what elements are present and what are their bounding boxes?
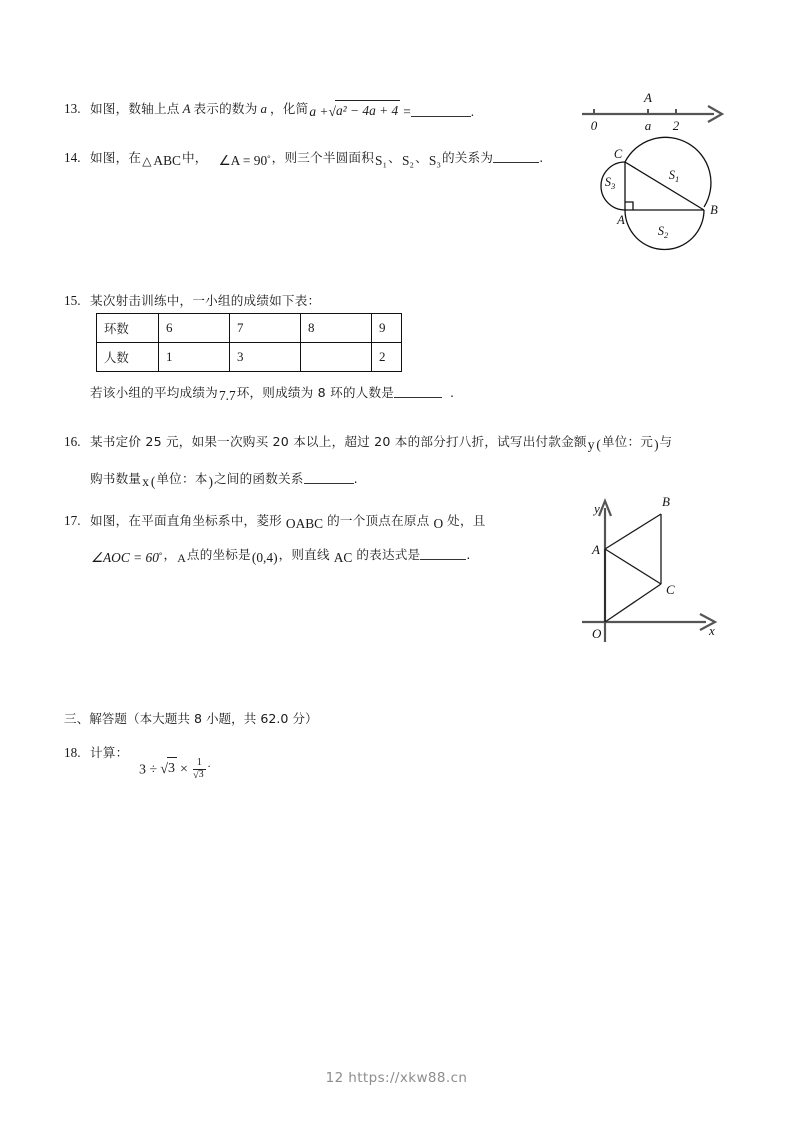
semicircle-vertex-B: B — [710, 203, 718, 217]
radical-sign: √ — [192, 769, 199, 781]
q18-period: . — [207, 756, 211, 771]
q16-unit-x-close: ) — [208, 474, 214, 489]
question-17-line-1 — [64, 511, 486, 531]
axis-label-y: y — [594, 501, 600, 516]
q14-area-s2: S₂ — [401, 153, 415, 168]
question-16-number: 16. — [64, 434, 81, 449]
question-13-text-mid: 表示的数为 — [193, 101, 258, 116]
q17-answer-blank[interactable] — [420, 548, 466, 560]
question-14 — [64, 148, 543, 168]
question-16-line-2 — [90, 469, 358, 489]
semicircle-vertex-A: A — [617, 213, 625, 227]
q16-line1-text: 某书定价 25 元，如果一次购买 20 本以上，超过 20 本的部分打八折，试写出付款金额 — [90, 434, 587, 449]
table-cell-ring-3: 9 — [372, 314, 402, 343]
question-13 — [64, 98, 475, 120]
q17-angle-text: ∠AOC = 60 — [91, 550, 159, 565]
q18-expr-lead: 3 ÷ — [139, 762, 158, 778]
number-line-tick-2: 2 — [672, 118, 680, 133]
semicircle-area-S1: $S_1$ — [668, 168, 680, 184]
table-cell-count-3: 2 — [372, 343, 402, 372]
table-row-label-rings: 环数 — [97, 314, 159, 343]
q18-radical-1 — [160, 758, 177, 780]
q18-expression — [139, 758, 211, 782]
question-14-text-3: ，则三个半圆面积 — [271, 150, 375, 165]
q16-unit-y-close: ) — [654, 437, 659, 452]
q14-area-s3: S₃ — [428, 153, 441, 168]
q13-equals: = — [403, 104, 411, 119]
q14-area-s1: S₁ — [375, 153, 388, 168]
q14-period: . — [539, 150, 544, 165]
table-cell-count-1: 3 — [230, 343, 301, 372]
q17-line1-c: 处，且 — [447, 513, 486, 528]
question-17-line-2 — [90, 545, 471, 565]
q14-degree: ° — [267, 153, 271, 164]
q17-line2-d: 的表达式是 — [356, 547, 421, 562]
q15-answer-blank[interactable] — [394, 386, 442, 398]
question-13-expression — [309, 101, 474, 123]
q18-frac-denominator — [193, 769, 206, 782]
q13-radicand: a² − 4a + 4 — [335, 100, 400, 121]
q16-variable-x: x — [142, 474, 149, 489]
question-18-number: 18. — [64, 745, 81, 760]
question-14-number: 14. — [64, 150, 81, 165]
q14-angle-expression — [219, 151, 271, 171]
q14-comma-2: 、 — [415, 150, 428, 165]
q17-period: . — [466, 547, 471, 562]
question-15-followup — [90, 383, 454, 403]
q16-unit-x: 单位：本 — [156, 471, 208, 486]
question-14-text-1: 如图，在 — [90, 150, 142, 165]
q14-triangle-name: ABC — [153, 153, 181, 168]
q18-radicand-2: 3 — [198, 768, 204, 780]
q15-text-2b: 环，则成绩为 8 环的人数是 — [236, 385, 395, 400]
q14-answer-blank[interactable] — [493, 151, 539, 163]
q16-unit-y: 单位：元 — [601, 434, 654, 449]
q17-angle-expression — [91, 548, 162, 568]
q17-degree: ° — [158, 550, 163, 561]
question-14-text-2: 中， — [181, 150, 208, 165]
section-heading: 三、解答题（本大题共 8 小题，共 62.0 分） — [64, 711, 318, 726]
question-14-text-4: 的关系为 — [442, 150, 494, 165]
q16-period: . — [353, 471, 358, 486]
radical-sign: √ — [328, 104, 336, 119]
table-cell-ring-2: 8 — [301, 314, 372, 343]
q16-unit-x-open: ( — [150, 474, 156, 489]
number-line-point-A: A — [644, 90, 652, 105]
q14-comma-1: 、 — [388, 150, 401, 165]
number-line-tick-a: a — [644, 118, 652, 133]
q18-fraction — [193, 758, 206, 782]
radical-sign: √ — [160, 761, 169, 778]
q17-line1-a: 如图，在平面直角坐标系中，菱形 — [90, 513, 282, 528]
question-15 — [64, 291, 320, 311]
table-row-label-counts: 人数 — [97, 343, 159, 372]
q14-triangle-symbol: △ — [142, 154, 152, 168]
question-18 — [64, 743, 128, 763]
q17-line2-c: ，则直线 — [278, 547, 330, 562]
table-row-counts — [97, 343, 402, 372]
table-cell-count-2 — [301, 343, 372, 372]
q16-line1-end: 与 — [659, 434, 673, 449]
figure-rhombus — [578, 492, 734, 647]
q17-point-label: A — [177, 551, 186, 565]
question-18-expression — [138, 755, 212, 779]
q13-answer-blank[interactable] — [411, 105, 471, 117]
table-cell-ring-1: 7 — [230, 314, 301, 343]
table-cell-count-0: 1 — [159, 343, 230, 372]
table-cell-ring-0: 6 — [159, 314, 230, 343]
q17-origin-label: O — [433, 516, 444, 531]
q18-prompt: 计算： — [90, 745, 129, 760]
question-15-text-1: 某次射击训练中，一小组的成绩如下表： — [90, 293, 321, 308]
question-13-number: 13. — [64, 101, 81, 116]
q16-variable-y: y — [587, 437, 595, 452]
figure-semicircles — [592, 141, 732, 253]
question-13-text-after: ，化简 — [269, 101, 309, 116]
rhombus-vertex-B: B — [662, 494, 670, 509]
question-13-variable-a: a — [260, 101, 267, 116]
semicircle-vertex-C: C — [613, 147, 623, 161]
q17-rhombus-name: OABC — [285, 516, 324, 531]
question-13-text-before: 如图，数轴上点 — [90, 101, 180, 116]
q13-period: . — [470, 104, 475, 119]
q17-line-name: AC — [333, 550, 353, 565]
question-17-number: 17. — [64, 513, 81, 528]
q18-radicand-1: 3 — [167, 757, 177, 779]
q14-angle-text: ∠A = 90 — [218, 153, 268, 168]
q13-expr-lead: a + — [309, 104, 329, 119]
rhombus-vertex-C: C — [666, 582, 675, 597]
table-row-rings — [97, 314, 402, 343]
question-15-number: 15. — [64, 293, 81, 308]
q16-line2-end: 之间的函数关系 — [214, 471, 304, 486]
q16-unit-y-open: ( — [596, 437, 601, 452]
rhombus-vertex-A: A — [592, 542, 600, 557]
score-table — [96, 313, 402, 372]
rhombus-origin-O: O — [592, 626, 602, 641]
question-16-line-1 — [64, 432, 672, 452]
q16-line2-start: 购书数量 — [90, 471, 142, 486]
question-13-point-label: A — [182, 101, 191, 116]
q15-period: . — [450, 385, 455, 400]
q17-line1-b: 的一个顶点在原点 — [327, 513, 430, 528]
q17-line2-b: 点的坐标是 — [186, 547, 251, 562]
q17-coords: (0,4) — [251, 550, 278, 565]
q18-times: × — [180, 762, 188, 778]
page-footer: 12 https://xkw88.cn — [325, 1070, 468, 1086]
q13-radical — [328, 101, 400, 123]
q18-frac-numerator: 1 — [196, 757, 202, 768]
semicircle-area-S3: $S_3$ — [604, 175, 616, 191]
q15-text-2a: 若该小组的平均成绩为 — [90, 385, 218, 400]
figure-number-line — [578, 88, 728, 134]
q15-average-value: 7.7 — [218, 388, 236, 403]
number-line-tick-0: 0 — [590, 118, 598, 133]
q17-line2-a: ， — [163, 547, 177, 562]
semicircle-area-S2: $S_2$ — [657, 224, 669, 240]
q16-answer-blank[interactable] — [304, 472, 354, 484]
axis-label-x: x — [709, 623, 715, 638]
q18-radical-2 — [193, 770, 206, 782]
